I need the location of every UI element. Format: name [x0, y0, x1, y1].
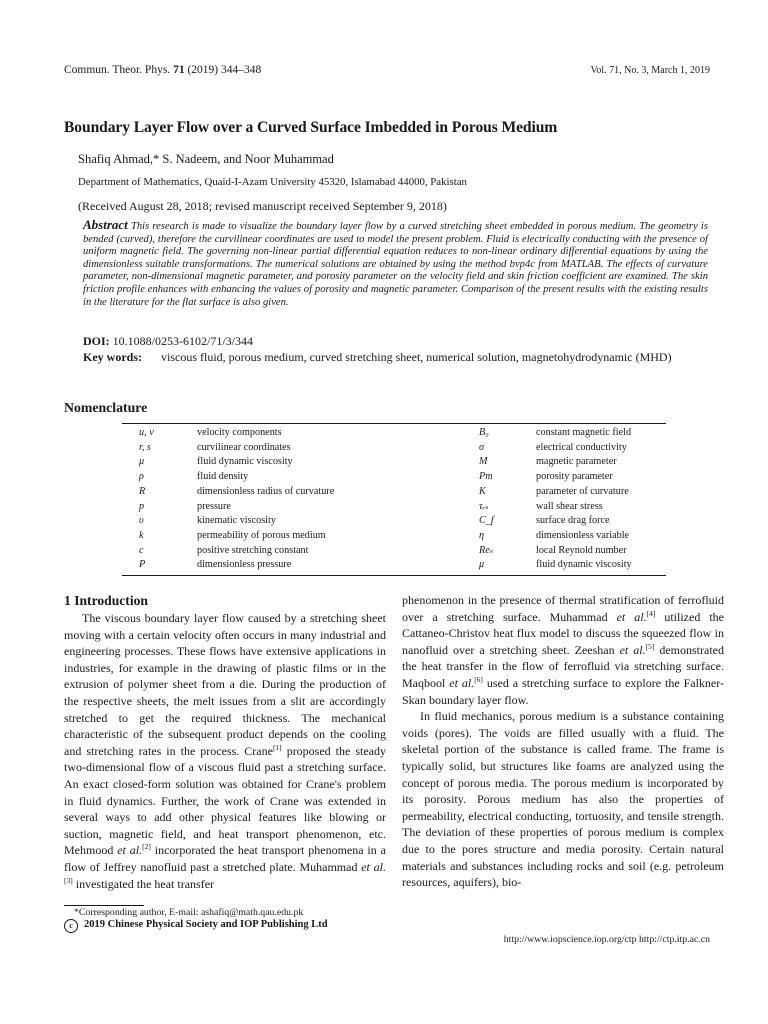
citation[interactable]: [4]	[646, 608, 656, 618]
abstract-text: This research is made to visualize the boundary layer flow by a curved stretching sheet embedded in porous medium. The geometry is bended (curved), therefore the curvilinear coordinates are used to model the present problem. Fluid is electrically conducting with the presence of uniform magnetic field. The governing non-linear partial differential equation reduces to non-linear ordinary differential equations by using the dimensionless suitable transformations. The numerical solutions are obtained by using the method bvp4c from MATLAB. The effects of curvature parameter, non-dimensional magnetic parameter, and porosity parameter on the velocity field and skin friction coefficient are examined. The skin friction profile enhances with enhancing the values of porosity and magnetic parameter. Comparison of the present results with the existing results in the literature for the flat surface is also given.	[83, 221, 708, 308]
description: porosity parameter	[536, 471, 613, 483]
description: fluid density	[197, 471, 249, 483]
description: constant magnetic field	[536, 427, 632, 438]
description: wall shear stress	[536, 500, 603, 512]
citation[interactable]: [2]	[142, 842, 151, 852]
text-run: demonstrated the heat transfer in the flow of ferrofluid via stretching surface. Maqbool	[402, 642, 724, 690]
description: local Reynold number	[536, 544, 627, 556]
symbol: u, v	[139, 427, 154, 438]
symbol: μ	[139, 456, 145, 468]
doi	[83, 334, 253, 349]
authors: Shafiq Ahmad,* S. Nadeem, and Noor Muhammad	[78, 152, 334, 166]
volume-issue: Vol. 71, No. 3, March 1, 2019	[590, 65, 710, 76]
description: magnetic parameter	[536, 456, 617, 468]
text-run: et al.	[616, 609, 647, 624]
copyright	[64, 919, 328, 933]
paragraph	[64, 610, 386, 892]
text-run: incorporated the heat transport phenomena in a flow of Jeffrey nanofluid past a stretched plate. Muhammad	[64, 843, 386, 874]
symbol: k	[139, 529, 144, 541]
journal-suffix: (2019) 344–348	[187, 64, 262, 76]
table-row	[122, 514, 666, 529]
journal-citation	[64, 64, 261, 76]
description: dimensionless radius of curvature	[197, 485, 335, 497]
citation[interactable]: [1]	[272, 742, 282, 752]
journal-volume: 71	[173, 64, 185, 76]
symbol: μ	[479, 559, 485, 571]
text-run: et al.	[117, 843, 143, 858]
table-row	[122, 500, 666, 515]
nomenclature-table	[122, 423, 666, 576]
footnote: *Corresponding author, E-mail: ashafiq@math.qau.edu.pk	[74, 907, 304, 918]
symbol: M	[479, 456, 488, 468]
text-run: The viscous boundary layer flow caused by a stretching sheet moving with a certain velocity often occurs in many industrial and engineering processes. These flows have extensive applications in industries, for example in the drawing of plastic films or in the extrusion of polymer sheet from a die. During the production of the respective sheets, the melt issues from a slit are accordingly stretched to get the required thickness. The mechanical characteristic of the subsequent product depends on the cooling and stretching rates in the process. Crane	[64, 611, 386, 758]
symbol: R	[139, 485, 146, 497]
body-column-left	[64, 592, 386, 892]
paragraph: In fluid mechanics, porous medium is a substance containing voids (pores). The voids are filled usually with a fluid. The skeletal portion of the substance is called frame. The frame is typically solid, but structures like foams are analyzed using the concept of porous media. The porous medium is incorporated by its porosity. Porous medium has also the properties of permeability, electrical conducting, tortuosity, and tensile strength. The deviation of these properties of porous medium is complex due to the pores structure and media porosity. Certain natural materials and substances including rocks and soil (e.g. petroleum resources, aquifers), bio-	[402, 709, 724, 890]
section-heading: 1 Introduction	[64, 593, 148, 608]
symbol: ρ	[139, 471, 144, 483]
copyright-icon: c	[64, 919, 78, 933]
text-run: utilized the Cattaneo-Christov heat flux model to discuss the squeezed flow in nanofluid over a stretching sheet. Zeeshan	[402, 609, 724, 657]
nomenclature-title: Nomenclature	[64, 400, 148, 415]
description: fluid dynamic viscosity	[197, 456, 293, 468]
text-run: et al.	[619, 642, 646, 657]
symbol: B₀	[479, 427, 489, 438]
description: fluid dynamic viscosity	[536, 559, 632, 571]
journal-urls[interactable]: http://www.iopscience.iop.org/ctp http://ctp.itp.ac.cn	[503, 934, 710, 945]
text-run: phenomenon in the presence of thermal stratification of ferrofluid over a stretching surface. Muhammad	[402, 593, 724, 624]
text-run: investigated the heat transfer	[72, 876, 215, 891]
footnote-rule	[64, 905, 144, 906]
paragraph	[402, 592, 724, 708]
symbol: Pm	[479, 471, 493, 483]
table-row	[122, 544, 666, 559]
paper-title: Boundary Layer Flow over a Curved Surface Imbedded in Porous Medium	[64, 119, 558, 136]
text-run: et al.	[449, 675, 475, 690]
text-run: used a stretching surface to explore the Falkner-Skan boundary layer flow.	[402, 675, 724, 707]
description: dimensionless pressure	[197, 559, 292, 571]
symbol: τᵣₛ	[479, 500, 489, 512]
description: dimensionless variable	[536, 529, 630, 541]
description: permeability of porous medium	[197, 529, 326, 541]
doi-label: DOI:	[83, 334, 110, 348]
symbol: η	[479, 529, 485, 541]
text-run: et al.	[361, 859, 386, 874]
body-column-right	[402, 592, 724, 891]
symbol: p	[139, 500, 145, 512]
keywords-label: Key words:	[83, 350, 142, 364]
description: positive stretching constant	[197, 544, 309, 556]
table-row	[122, 424, 666, 441]
copyright-text: 2019 Chinese Physical Society and IOP Publishing Ltd	[84, 919, 328, 930]
citation[interactable]: [5]	[645, 641, 655, 651]
keywords-value: viscous fluid, porous medium, curved stretching sheet, numerical solution, magnetohydrodynamic (MHD)	[161, 350, 672, 364]
description: velocity components	[197, 427, 282, 438]
table-row	[122, 470, 666, 485]
symbol: K	[479, 485, 486, 497]
symbol: σ	[479, 441, 485, 453]
received-dates: (Received August 28, 2018; revised manuscript received September 9, 2018)	[78, 199, 447, 213]
description: kinematic viscosity	[197, 515, 276, 527]
doi-value[interactable]: 10.1088/0253-6102/71/3/344	[112, 334, 254, 348]
symbol: P	[139, 559, 146, 571]
table-row	[122, 455, 666, 470]
symbol: C_f	[479, 515, 494, 527]
table-row	[122, 485, 666, 500]
symbol: c	[139, 544, 144, 556]
abstract-heading: Abstract	[83, 217, 128, 232]
citation[interactable]: [6]	[474, 674, 483, 684]
description: pressure	[197, 500, 231, 512]
table-row	[122, 441, 666, 456]
description: electrical conductivity	[536, 441, 627, 453]
text-run: proposed the steady two-dimensional flow of a viscous fluid past a stretching surface. An exact closed-form solution was obtained for Crane's problem in fluid dynamics. Further, the work of Crane was extended in several ways to add other physical features like blowing or suction, magnetic field, and heat transport phenomenon, etc. Mehmood	[64, 743, 386, 858]
description: surface drag force	[536, 515, 610, 527]
symbol: r, s	[139, 441, 151, 453]
journal-prefix: Commun. Theor. Phys.	[64, 64, 171, 76]
symbol: υ	[139, 515, 144, 527]
citation[interactable]: [3]	[64, 875, 73, 885]
table-row	[122, 558, 666, 575]
affiliation: Department of Mathematics, Quaid-I-Azam University 45320, Islamabad 44000, Pakistan	[78, 176, 467, 188]
abstract	[83, 219, 708, 309]
description: parameter of curvature	[536, 485, 629, 497]
table-row	[122, 529, 666, 544]
description: curvilinear coordinates	[197, 441, 291, 453]
symbol: Reₛ	[479, 544, 494, 556]
